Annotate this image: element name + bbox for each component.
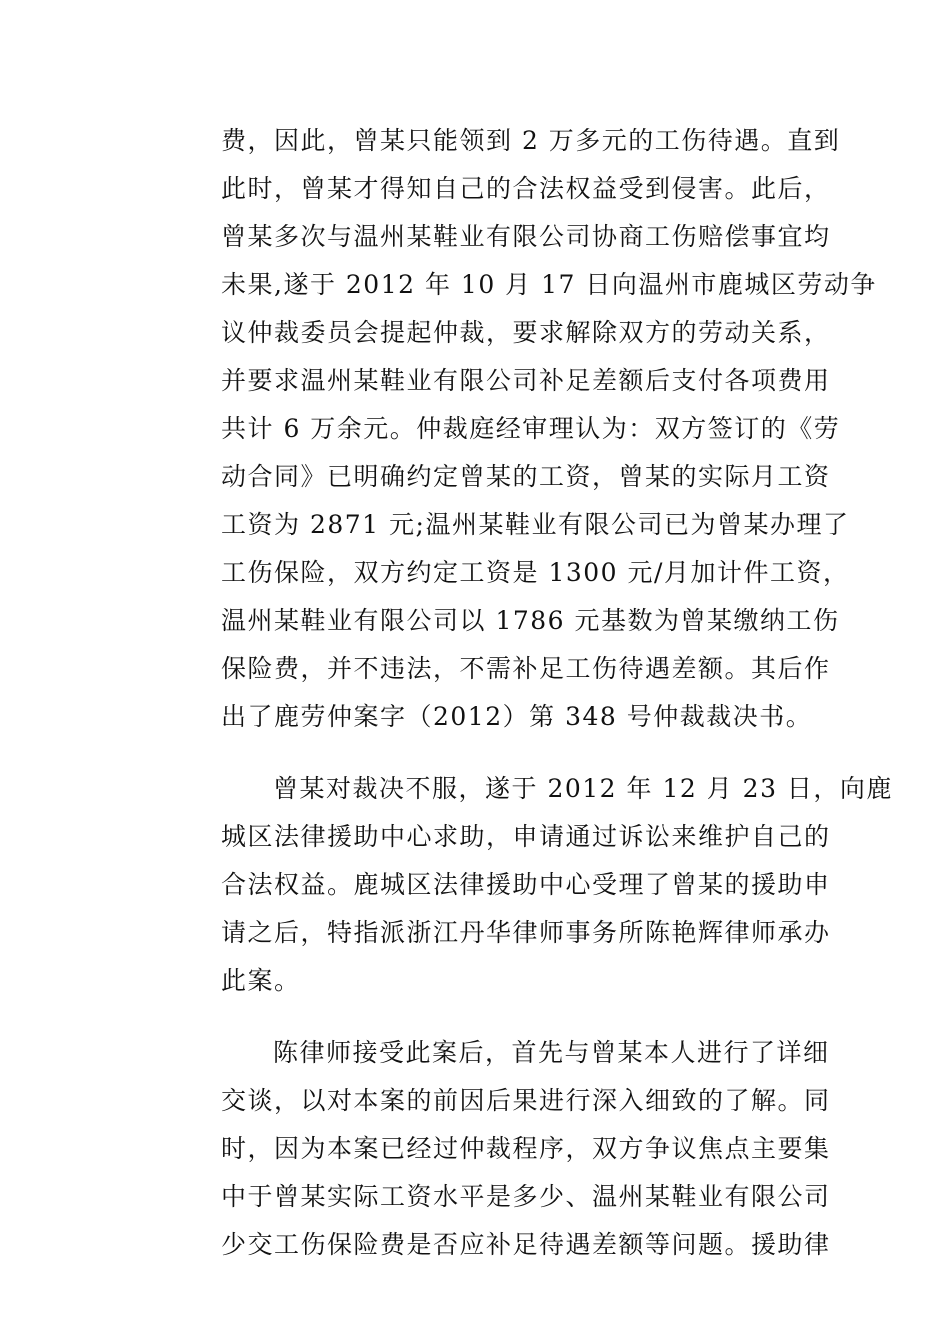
text-line: 动合同》已明确约定曾某的工资，曾某的实际月工资 [221, 462, 831, 491]
text-line: 合法权益。鹿城区法律援助中心受理了曾某的援助申 [221, 870, 831, 899]
text-line: 未果,遂于 2012 年 10 月 17 日向温州市鹿城区劳动争 [221, 270, 877, 299]
text-line: 曾某多次与温州某鞋业有限公司协商工伤赔偿事宜均 [221, 222, 831, 251]
paragraph-1 [221, 117, 877, 741]
text-line: 共计 6 万余元。仲裁庭经审理认为：双方签订的《劳 [221, 414, 841, 443]
text-line: 工伤保险，双方约定工资是 1300 元/月加计件工资， [221, 558, 850, 587]
paragraph-spacer [221, 1005, 811, 1029]
text-line: 少交工伤保险费是否应补足待遇差额等问题。援助律 [221, 1230, 831, 1259]
text-line: 并要求温州某鞋业有限公司补足差额后支付各项费用 [221, 366, 831, 395]
text-line: 保险费，并不违法，不需补足工伤待遇差额。其后作 [221, 654, 831, 683]
text-line: 议仲裁委员会提起仲裁，要求解除双方的劳动关系， [221, 318, 831, 347]
text-line: 陈律师接受此案后，首先与曾某本人进行了详细 [273, 1038, 830, 1067]
text-line: 出了鹿劳仲案字（2012）第 348 号仲裁裁决书。 [221, 702, 813, 731]
text-line: 时，因为本案已经过仲裁程序，双方争议焦点主要集 [221, 1134, 831, 1163]
paragraph-spacer [221, 741, 811, 765]
text-line: 温州某鞋业有限公司以 1786 元基数为曾某缴纳工伤 [221, 606, 840, 635]
text-line: 曾某对裁决不服，遂于 2012 年 12 月 23 日，向鹿 [273, 774, 893, 803]
text-line: 城区法律援助中心求助，申请通过诉讼来维护自己的 [221, 822, 831, 851]
text-line: 此案。 [221, 966, 301, 995]
text-line: 此时，曾某才得知自己的合法权益受到侵害。此后， [221, 174, 831, 203]
text-line: 工资为 2871 元;温州某鞋业有限公司已为曾某办理了 [221, 510, 850, 539]
text-line: 费，因此，曾某只能领到 2 万多元的工伤待遇。直到 [221, 126, 841, 155]
paragraph-2 [221, 765, 893, 1005]
text-line: 交谈，以对本案的前因后果进行深入细致的了解。同 [221, 1086, 831, 1115]
text-line: 中于曾某实际工资水平是多少、温州某鞋业有限公司 [221, 1182, 831, 1211]
paragraph-3 [221, 1029, 831, 1269]
document-body [221, 117, 893, 1269]
text-line: 请之后，特指派浙江丹华律师事务所陈艳辉律师承办 [221, 918, 831, 947]
